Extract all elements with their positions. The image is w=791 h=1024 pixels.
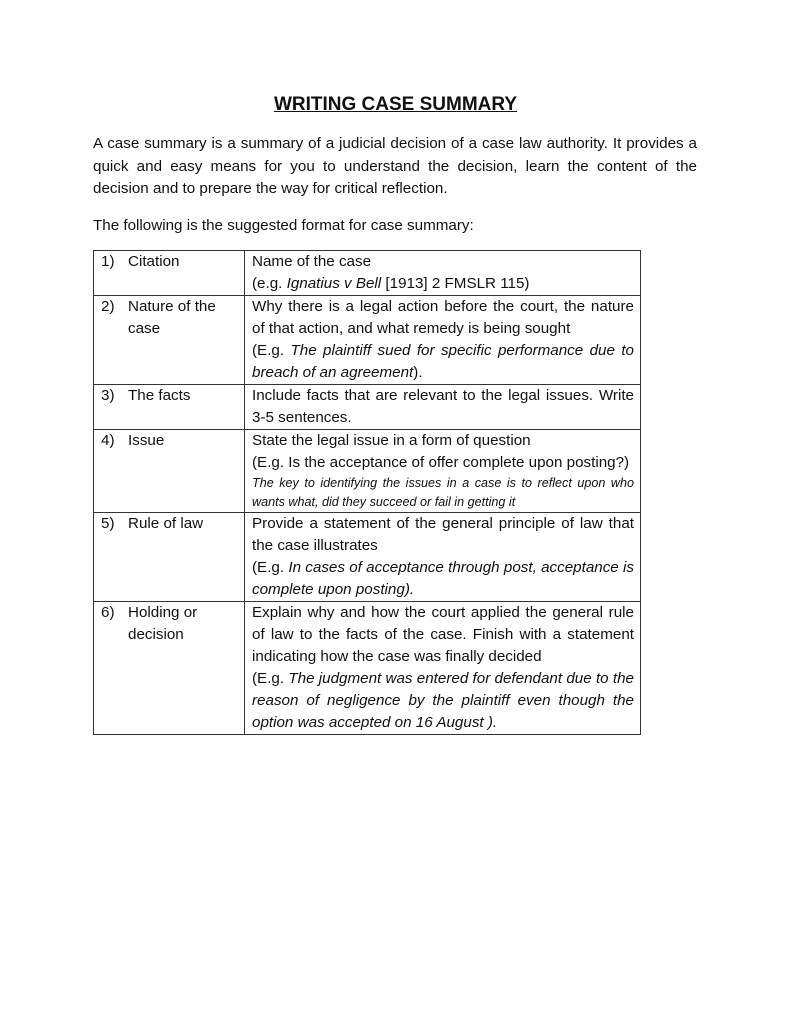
row-number: 3) bbox=[101, 387, 115, 404]
format-table bbox=[93, 250, 641, 735]
row-description-cell bbox=[245, 385, 641, 430]
row-description-cell bbox=[245, 602, 641, 735]
row-description-cell bbox=[245, 430, 641, 513]
table-row-facts bbox=[94, 385, 641, 430]
lead-sentence: The following is the suggested format for case summary: bbox=[93, 217, 474, 234]
row-label: Rule of law bbox=[128, 515, 204, 532]
row-description: Why there is a legal action before the court, the nature of that action, and what remedy is being sought bbox=[252, 298, 634, 337]
row-description-cell bbox=[245, 296, 641, 385]
row-label: The facts bbox=[128, 387, 191, 404]
row-label-cell bbox=[94, 296, 245, 385]
row-label: Holding or decision bbox=[128, 604, 198, 643]
row-number: 5) bbox=[101, 515, 115, 532]
table-row-rule-of-law bbox=[94, 513, 641, 602]
row-label-cell bbox=[94, 602, 245, 735]
row-label-cell bbox=[94, 251, 245, 296]
row-example: (E.g. The judgment was entered for defendant due to the reason of negligence by the plaintiff even though the option was accepted on 16 August ). bbox=[252, 670, 634, 731]
row-description: Explain why and how the court applied the general rule of law to the facts of the case. Finish with a statement indicating how the case was finally decided bbox=[252, 604, 634, 665]
page-title: WRITING CASE SUMMARY bbox=[273, 94, 518, 115]
row-note: The key to identifying the issues in a case is to reflect upon who wants what, did they succeed or fail in getting it bbox=[252, 476, 634, 509]
row-label-cell bbox=[94, 513, 245, 602]
row-number: 6) bbox=[101, 604, 115, 621]
table-row-holding bbox=[94, 602, 641, 735]
row-number: 2) bbox=[101, 298, 115, 315]
row-number: 4) bbox=[101, 432, 115, 449]
row-description-cell bbox=[245, 251, 641, 296]
row-example: (E.g. Is the acceptance of offer complete upon posting?) bbox=[252, 454, 630, 471]
intro-paragraph: A case summary is a summary of a judicial decision of a case law authority. It provides a quick and easy means for you to understand the decision, learn the content of the decision and to prepare the way for critical reflection. bbox=[93, 135, 697, 197]
case-name: Ignatius v Bell bbox=[286, 275, 382, 292]
row-description-cell bbox=[245, 513, 641, 602]
row-example: (E.g. In cases of acceptance through post, acceptance is complete upon posting). bbox=[252, 559, 634, 598]
row-label: Nature of the case bbox=[128, 298, 216, 337]
table-row-nature bbox=[94, 296, 641, 385]
row-number: 1) bbox=[101, 253, 115, 270]
row-label-cell bbox=[94, 430, 245, 513]
row-description: Include facts that are relevant to the legal issues. Write 3-5 sentences. bbox=[252, 387, 634, 426]
row-example: (e.g. Ignatius v Bell [1913] 2 FMSLR 115) bbox=[252, 275, 530, 292]
row-label: Citation bbox=[128, 253, 180, 270]
row-label-cell bbox=[94, 385, 245, 430]
row-example: (E.g. The plaintiff sued for specific performance due to breach of an agreement). bbox=[252, 342, 634, 381]
row-description: Name of the case bbox=[252, 253, 372, 270]
row-description: Provide a statement of the general principle of law that the case illustrates bbox=[252, 515, 634, 554]
table-row-citation bbox=[94, 251, 641, 296]
row-label: Issue bbox=[128, 432, 165, 449]
table-row-issue bbox=[94, 430, 641, 513]
row-description: State the legal issue in a form of question bbox=[252, 432, 531, 449]
